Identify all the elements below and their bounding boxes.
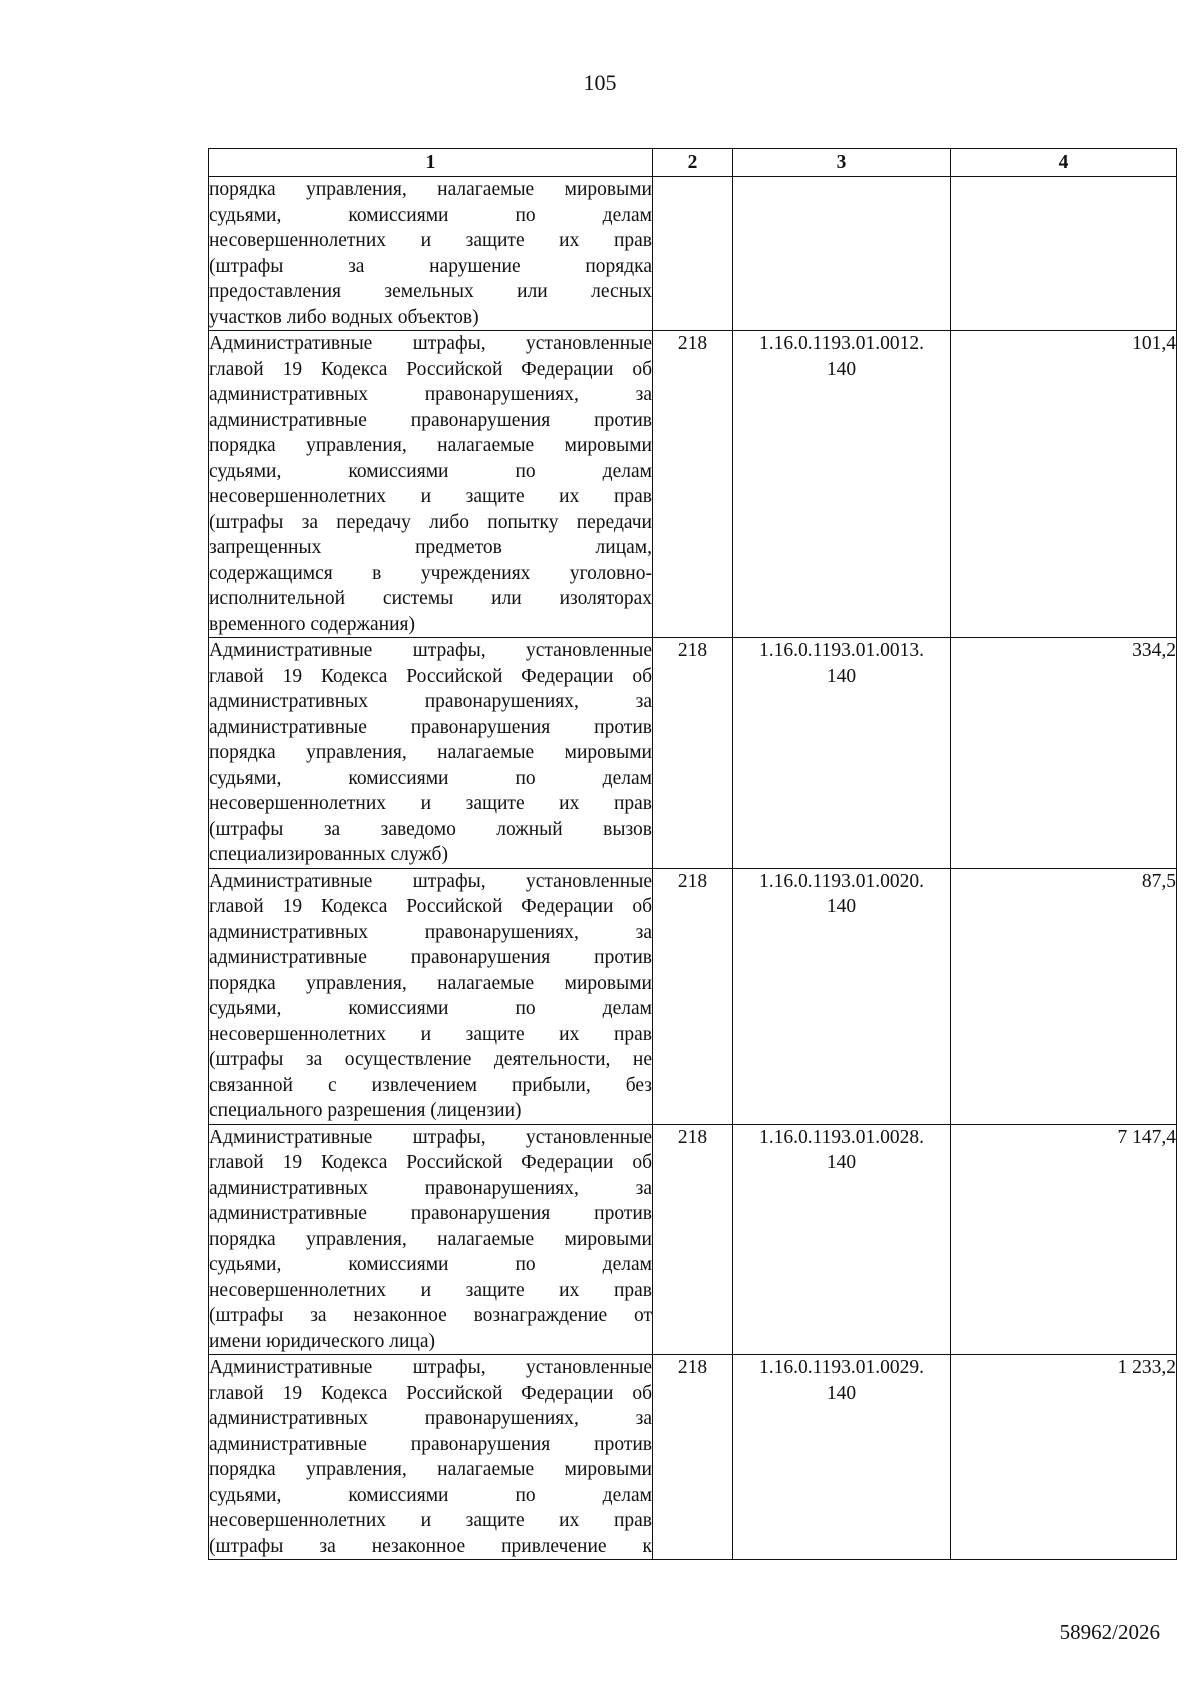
- admin-code-cell: 218: [653, 1355, 733, 1560]
- code-line: 1.16.0.1193.01.0020.: [758, 870, 925, 892]
- name-line: предоставления земельных или лесных: [209, 281, 652, 302]
- name-line: Административные штрафы, установленные: [209, 1126, 652, 1148]
- name-line: административных правонарушениях, за: [209, 1177, 652, 1199]
- table-row: [209, 868, 1177, 1124]
- document-id: 58962/2026: [1059, 1620, 1160, 1644]
- column-header-2: 2: [653, 149, 733, 177]
- code-line: 1.16.0.1193.01.0013.: [758, 640, 925, 661]
- name-line: порядка управления, налагаемые мировыми: [209, 972, 652, 994]
- name-line: запрещенных предметов лицам,: [209, 537, 652, 558]
- name-line: порядка управления, налагаемые мировыми: [209, 179, 652, 200]
- code-line: 140: [826, 896, 857, 917]
- name-line: имени юридического лица): [209, 1330, 436, 1352]
- admin-code-cell: 218: [653, 331, 733, 638]
- name-line: главой 19 Кодекса Российской Федерации об: [209, 358, 652, 380]
- name-line: Административные штрафы, установленные: [209, 333, 652, 354]
- name-line: административных правонарушениях, за: [209, 1408, 652, 1429]
- code-line: 1.16.0.1193.01.0028.: [758, 1126, 925, 1148]
- table-header-row: [209, 149, 1177, 177]
- amount-cell: 334,2: [951, 638, 1177, 869]
- admin-code-cell: [653, 177, 733, 331]
- name-line: Административные штрафы, установленные: [209, 870, 652, 892]
- name-line: порядка управления, налагаемые мировыми: [209, 742, 652, 763]
- name-line: административных правонарушениях, за: [209, 691, 652, 712]
- name-line: административные правонарушения против: [209, 1433, 652, 1455]
- name-line: (штрафы за осуществление деятельности, не: [209, 1049, 652, 1070]
- code-line: 140: [826, 358, 857, 380]
- revenue-name-cell: [209, 331, 653, 638]
- name-line: содержащимся в учреждениях уголовно-: [209, 562, 652, 584]
- name-line: несовершеннолетних и защите их прав: [209, 230, 652, 251]
- name-line: административных правонарушениях, за: [209, 384, 652, 405]
- revenue-name-cell: [209, 638, 653, 869]
- revenue-name-cell: [209, 1124, 653, 1355]
- name-line: судьями, комиссиями по делам: [209, 204, 652, 226]
- table-row: [209, 331, 1177, 638]
- column-header-3: 3: [733, 149, 951, 177]
- name-line: судьями, комиссиями по делам: [209, 1484, 652, 1506]
- amount-cell: 101,4: [951, 331, 1177, 638]
- name-line: временного содержания): [209, 613, 415, 635]
- classification-code-cell: [733, 638, 951, 869]
- page-number: 105: [583, 70, 617, 95]
- code-line: 1.16.0.1193.01.0012.: [758, 333, 925, 354]
- code-line: 140: [826, 1382, 857, 1404]
- revenue-table: [208, 148, 1177, 1560]
- admin-code-cell: 218: [653, 1124, 733, 1355]
- amount-cell: [951, 177, 1177, 331]
- name-line: административные правонарушения против: [209, 1203, 652, 1224]
- classification-code-cell: [733, 331, 951, 638]
- name-line: главой 19 Кодекса Российской Федерации об: [209, 896, 652, 917]
- name-line: порядка управления, налагаемые мировыми: [209, 435, 652, 456]
- name-line: (штрафы за нарушение порядка: [209, 255, 652, 277]
- revenue-name-cell: [209, 868, 653, 1124]
- name-line: исполнительной системы или изоляторах: [209, 588, 652, 609]
- column-header-4: 4: [951, 149, 1177, 177]
- name-line: порядка управления, налагаемые мировыми: [209, 1459, 652, 1480]
- admin-code-cell: 218: [653, 868, 733, 1124]
- name-line: специализированных служб): [209, 844, 448, 865]
- name-line: главой 19 Кодекса Российской Федерации об: [209, 1152, 652, 1173]
- name-line: административных правонарушениях, за: [209, 921, 652, 943]
- name-line: порядка управления, налагаемые мировыми: [209, 1228, 652, 1250]
- name-line: судьями, комиссиями по делам: [209, 767, 652, 789]
- name-line: Административные штрафы, установленные: [209, 1357, 652, 1378]
- code-line: 140: [826, 1152, 857, 1173]
- name-line: несовершеннолетних и защите их прав: [209, 1279, 652, 1301]
- classification-code-cell: [733, 1355, 951, 1560]
- amount-cell: 87,5: [951, 868, 1177, 1124]
- name-line: участков либо водных объектов): [209, 306, 479, 328]
- classification-code-cell: [733, 1124, 951, 1355]
- name-line: (штрафы за незаконное вознаграждение от: [209, 1305, 652, 1326]
- table-row: [209, 638, 1177, 869]
- name-line: несовершеннолетних и защите их прав: [209, 1510, 652, 1531]
- admin-code-cell: 218: [653, 638, 733, 869]
- name-line: судьями, комиссиями по делам: [209, 460, 652, 482]
- name-line: несовершеннолетних и защите их прав: [209, 1023, 652, 1045]
- revenue-name-cell: [209, 1355, 653, 1560]
- amount-cell: 1 233,2: [951, 1355, 1177, 1560]
- revenue-name-cell: [209, 177, 653, 331]
- table-row: [209, 1355, 1177, 1560]
- name-line: (штрафы за передачу либо попытку передачи: [209, 511, 652, 533]
- name-line: (штрафы за незаконное привлечение к: [209, 1535, 652, 1557]
- name-line: административные правонарушения против: [209, 716, 652, 738]
- name-line: главой 19 Кодекса Российской Федерации об: [209, 1382, 652, 1404]
- name-line: административные правонарушения против: [209, 947, 652, 968]
- name-line: несовершеннолетних и защите их прав: [209, 793, 652, 814]
- name-line: Административные штрафы, установленные: [209, 640, 652, 661]
- name-line: главой 19 Кодекса Российской Федерации об: [209, 665, 652, 687]
- code-line: 1.16.0.1193.01.0029.: [758, 1357, 925, 1378]
- table-row: [209, 1124, 1177, 1355]
- column-header-1: 1: [209, 149, 653, 177]
- table-body: [209, 177, 1177, 1560]
- name-line: судьями, комиссиями по делам: [209, 998, 652, 1019]
- name-line: (штрафы за заведомо ложный вызов: [209, 818, 652, 840]
- amount-cell: 7 147,4: [951, 1124, 1177, 1355]
- table-row: [209, 177, 1177, 331]
- classification-code-cell: [733, 177, 951, 331]
- name-line: связанной с извлечением прибыли, без: [209, 1074, 652, 1096]
- name-line: судьями, комиссиями по делам: [209, 1254, 652, 1275]
- code-line: 140: [826, 665, 857, 687]
- classification-code-cell: [733, 868, 951, 1124]
- name-line: специального разрешения (лицензии): [209, 1100, 522, 1121]
- name-line: несовершеннолетних и защите их прав: [209, 486, 652, 507]
- name-line: административные правонарушения против: [209, 409, 652, 431]
